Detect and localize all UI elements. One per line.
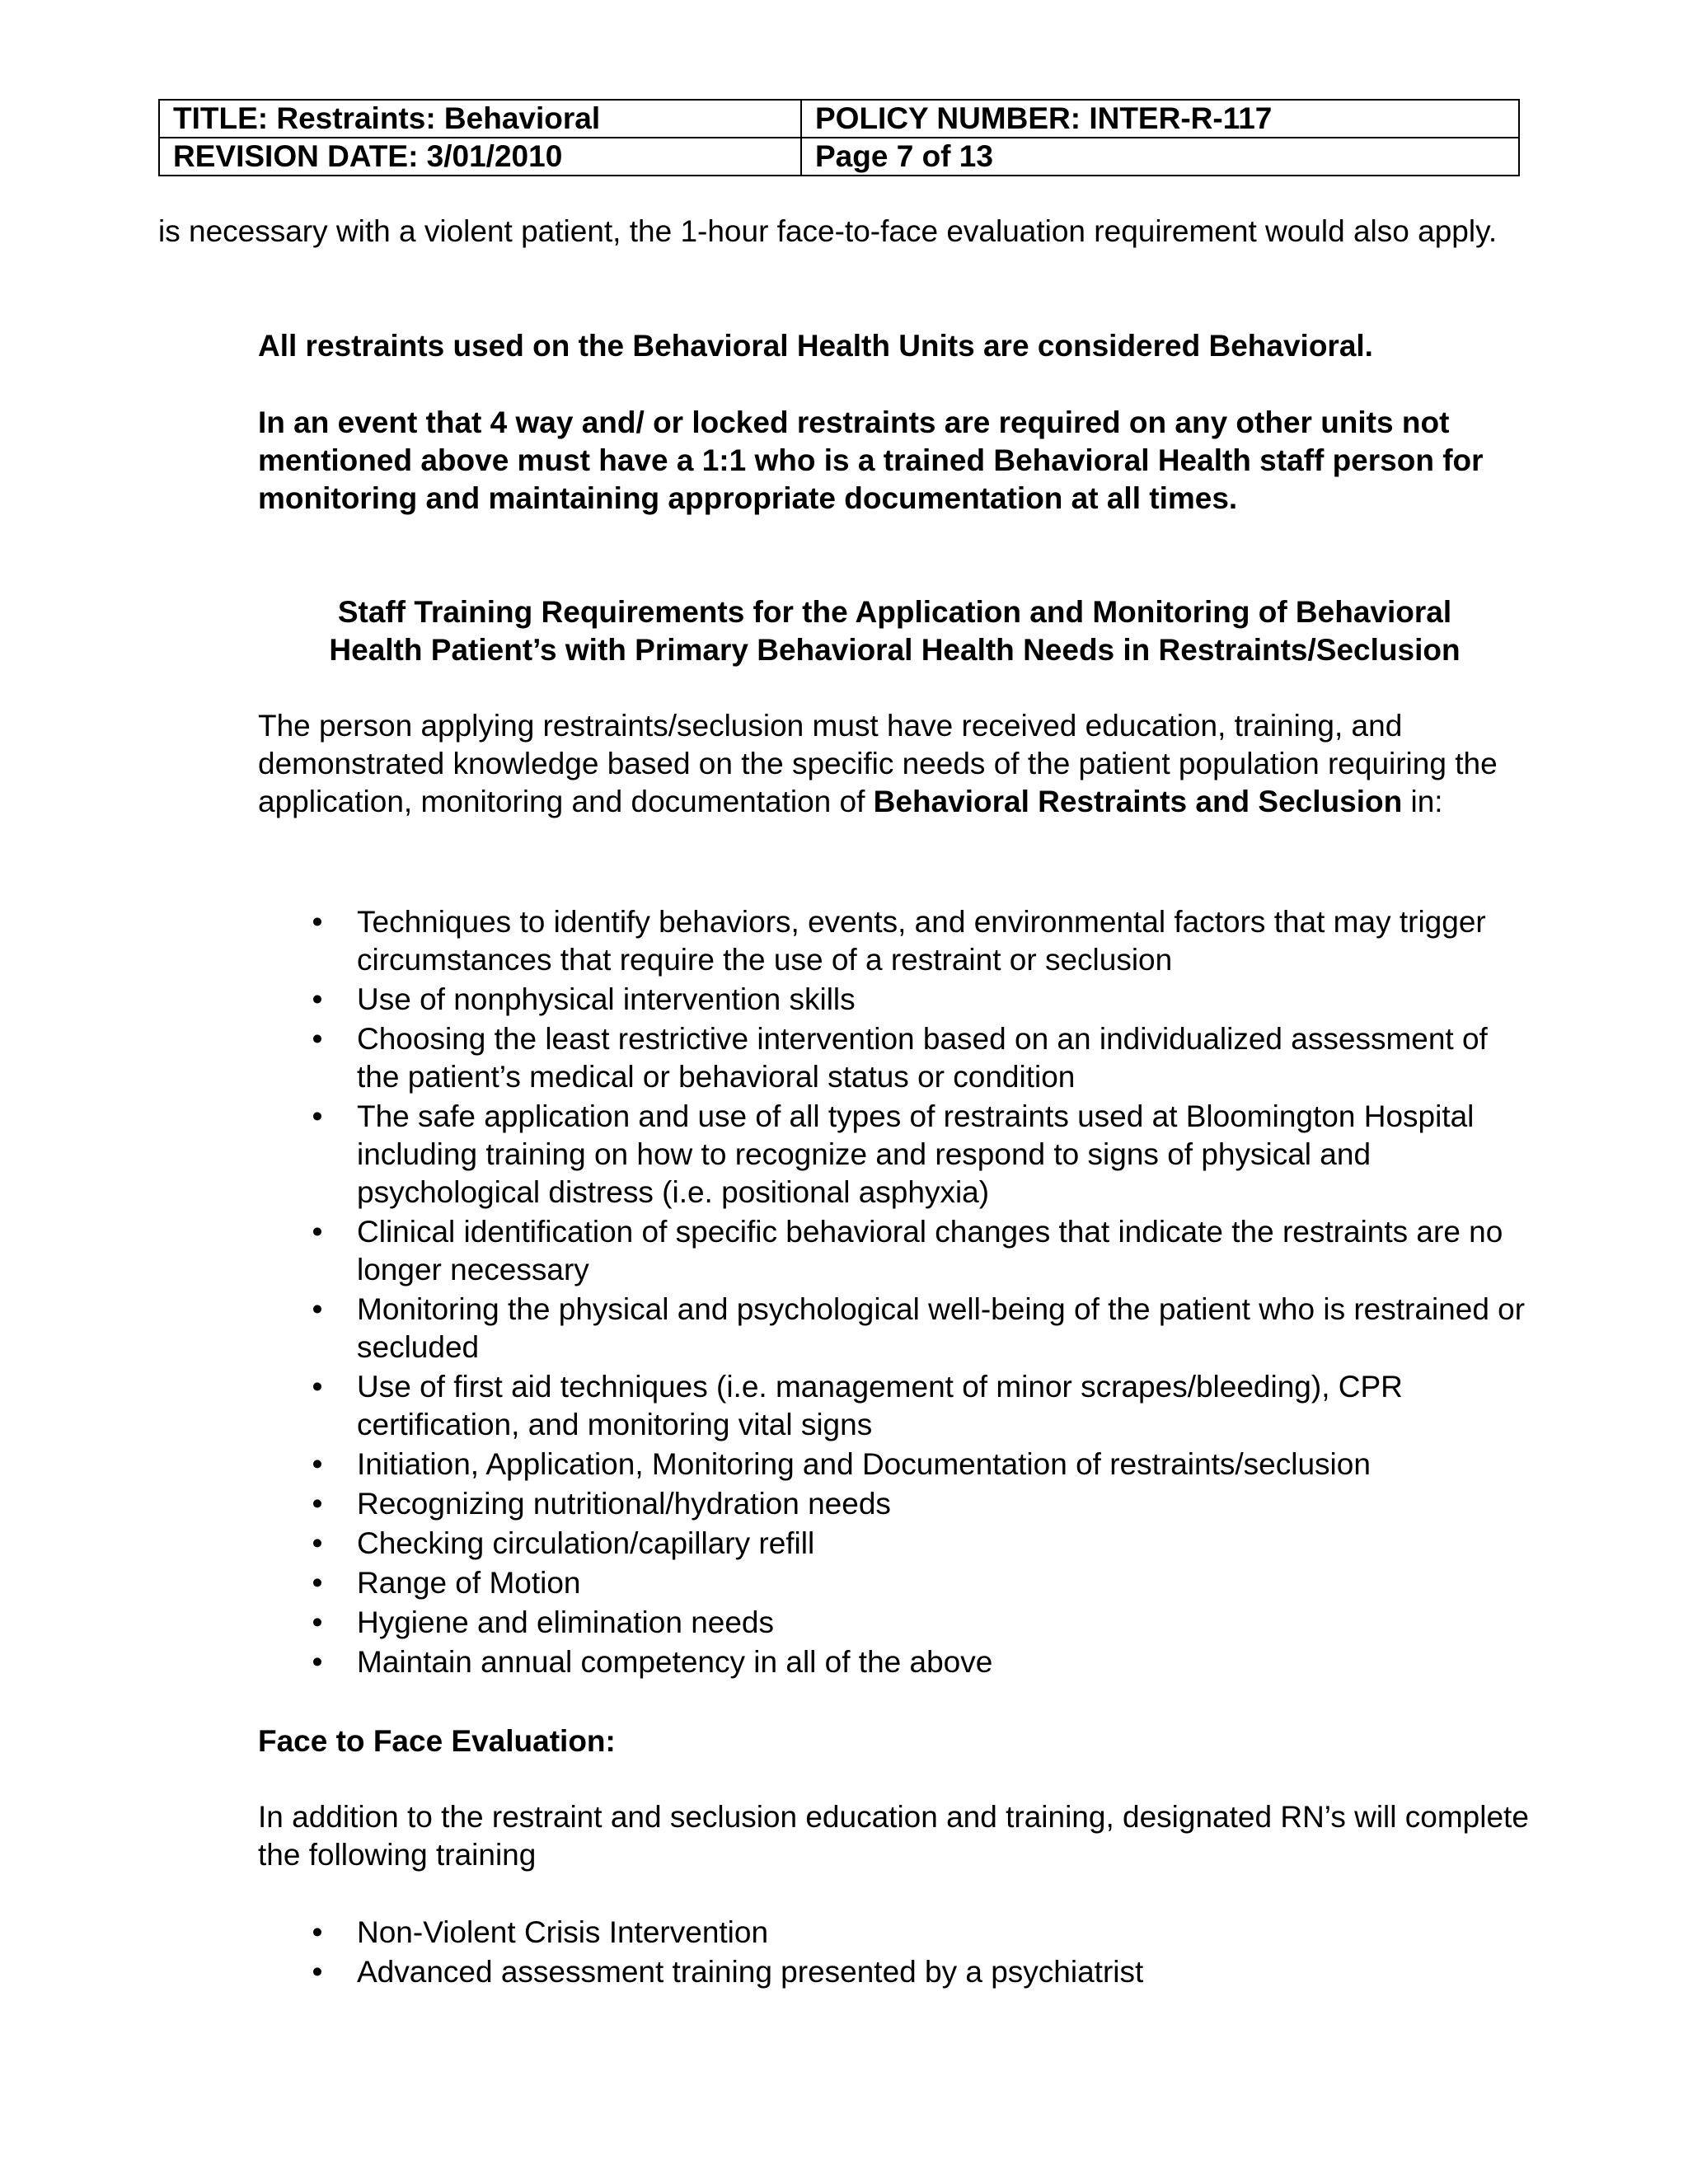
list-item: [258, 1953, 1531, 1991]
list-item: [258, 1213, 1531, 1289]
face-to-face-training-list: [258, 1914, 1531, 1993]
bullet-icon: •: [312, 1955, 323, 1989]
training-requirements-list: [258, 903, 1531, 1683]
list-item: [258, 1604, 1531, 1642]
bullet-icon: •: [312, 1099, 323, 1133]
list-item: [258, 1643, 1531, 1681]
one-to-one-statement: In an event that 4 way and/ or locked restraints are required on any other units not mentioned above must have a 1:1 who is a trained Behavioral Health staff person for monitoring and maintaining appropriate documentation at all times.: [258, 405, 1484, 515]
list-item-text: Recognizing nutritional/hydration needs: [357, 1487, 891, 1521]
revision-date: REVISION DATE: 3/01/2010: [159, 138, 801, 176]
list-item: [258, 1098, 1531, 1212]
list-item-text: Techniques to identify behaviors, events, and environmental factors that may trigger circumstances that require the use of a restraint or seclusion: [357, 905, 1486, 977]
bullet-icon: •: [312, 1915, 323, 1949]
behavioral-units-statement: All restraints used on the Behavioral Health Units are considered Behavioral.: [258, 329, 1373, 363]
list-item: [258, 1020, 1531, 1096]
training-intro-paragraph: [258, 707, 1531, 821]
bullet-icon: •: [312, 1215, 323, 1249]
list-item: [258, 1564, 1531, 1602]
header-row-2: [159, 138, 1519, 176]
list-item-text: Use of first aid techniques (i.e. management of minor scrapes/bleeding), CPR certification, and monitoring vital signs: [357, 1370, 1403, 1441]
training-title-line-2: Health Patient’s with Primary Behavioral Health Needs in Restraints/Seclusion: [329, 633, 1461, 667]
list-item-text: Clinical identification of specific behavioral changes that indicate the restraints are no longer necessary: [357, 1215, 1503, 1286]
list-item-text: Choosing the least restrictive intervention based on an individualized assessment of the patient’s medical or behavioral status or condition: [357, 1022, 1488, 1094]
training-title-line-1: Staff Training Requirements for the Application and Monitoring of Behavioral: [337, 595, 1452, 629]
list-item: [258, 1291, 1531, 1366]
list-item: [258, 1446, 1531, 1483]
header-row-1: [159, 100, 1519, 138]
policy-number: POLICY NUMBER: INTER-R-117: [801, 100, 1519, 138]
list-item: [258, 981, 1531, 1019]
list-item-text: Monitoring the physical and psychological well-being of the patient who is restrained or secluded: [357, 1292, 1526, 1364]
list-item: [258, 903, 1531, 979]
list-item-text: Checking circulation/capillary refill: [357, 1526, 815, 1560]
policy-title: TITLE: Restraints: Behavioral: [159, 100, 801, 138]
list-item-text: Range of Motion: [357, 1566, 581, 1600]
training-section-title: [258, 593, 1531, 669]
list-item-text: Hygiene and elimination needs: [357, 1605, 775, 1639]
bullet-icon: •: [312, 1292, 323, 1326]
list-item-text: Use of nonphysical intervention skills: [357, 982, 856, 1016]
training-intro-text: The person applying restraints/seclusion must have received education, training, and demonstrated knowledge based on the specific needs of the patient population requiring the application, monitoring and documentation of: [258, 709, 1498, 818]
list-item-text: The safe application and use of all types of restraints used at Bloomington Hospital including training on how to recognize and respond to signs of physical and psychological distress (i.e. positional asphyxia): [357, 1099, 1475, 1209]
bullet-icon: •: [312, 1526, 323, 1560]
list-item-text: Initiation, Application, Monitoring and Documentation of restraints/seclusion: [357, 1447, 1371, 1481]
list-item-text: Maintain annual competency in all of the above: [357, 1645, 993, 1679]
bullet-icon: •: [312, 1370, 323, 1404]
list-item-text: Non-Violent Crisis Intervention: [357, 1915, 769, 1949]
page-number: Page 7 of 13: [801, 138, 1519, 176]
list-item: [258, 1485, 1531, 1523]
bullet-icon: •: [312, 1447, 323, 1481]
list-item: [258, 1914, 1531, 1952]
bullet-icon: •: [312, 1566, 323, 1600]
policy-header-table: [158, 99, 1520, 176]
face-to-face-paragraph: In addition to the restraint and seclusion education and training, designated RN’s will complete the following training: [258, 1800, 1529, 1872]
bullet-icon: •: [312, 1022, 323, 1056]
training-intro-end: in:: [1402, 785, 1443, 818]
face-to-face-heading: Face to Face Evaluation:: [258, 1724, 616, 1758]
bullet-icon: •: [312, 1487, 323, 1521]
bullet-icon: •: [312, 905, 323, 939]
list-item-text: Advanced assessment training presented by a psychiatrist: [357, 1955, 1144, 1989]
bullet-icon: •: [312, 982, 323, 1016]
continuation-paragraph: is necessary with a violent patient, the 1-hour face-to-face evaluation requirement would also apply.: [158, 214, 1498, 248]
list-item: [258, 1525, 1531, 1563]
training-intro-bold: Behavioral Restraints and Seclusion: [873, 785, 1403, 818]
bullet-icon: •: [312, 1645, 323, 1679]
list-item: [258, 1368, 1531, 1444]
bullet-icon: •: [312, 1605, 323, 1639]
